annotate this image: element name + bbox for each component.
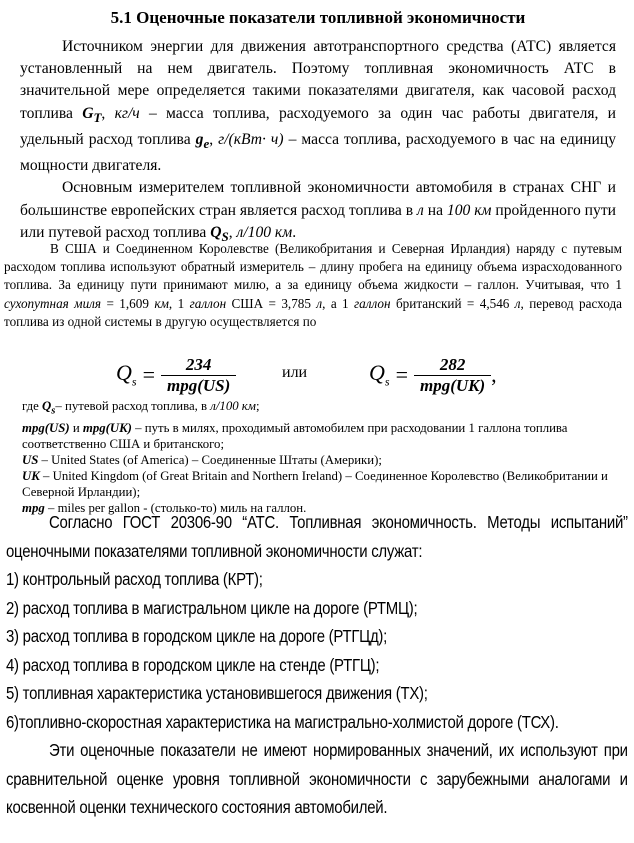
- definition-uk: [22, 468, 622, 500]
- text-run: пройденного пути или путевой расход топлива: [20, 201, 616, 241]
- term: US: [22, 452, 39, 467]
- intro-section: [20, 0, 617, 244]
- text-run: В США и Соединенном Королевстве (Великобритания и Северная Ирландия) наряду с путевым расходом топлива используют обратный измеритель – длину пробега на единицу объема израсходованного топлива. За единицу пути принимают милю, а за единицу объема жидкости – галлон. Учитывая, что 1: [4, 241, 622, 293]
- symbol-gt: G: [82, 104, 94, 122]
- text-run: Основным измерителем топливной экономичности автомобиля в странах СНГ и большинстве европейских стран является расход топлива в: [20, 179, 616, 219]
- gost-body: [6, 508, 628, 822]
- text-run: ,: [101, 104, 115, 122]
- paragraph-main-measure: [20, 177, 616, 248]
- gost-intro: Согласно ГОСТ 20306-90 “АТС. Топливная экономичность. Методы испытаний” оценочными показателями топливной экономичности служат:: [6, 512, 628, 561]
- definitions-list: [22, 398, 622, 515]
- text-run: , перевод расхода топлива из одной системы в другую осуществляется по: [4, 295, 623, 329]
- q-sub: s: [384, 374, 390, 389]
- gost-item: 6)топливно-скоростная характеристика на магистрально-холмистой дороге (ТСХ).: [6, 711, 559, 732]
- numerator: 282: [439, 354, 466, 374]
- unit-l: л: [417, 201, 424, 219]
- formula-uk: [369, 352, 503, 398]
- text-run: , 1: [168, 295, 190, 311]
- section-title: 5.1 Оценочные показатели топливной экономичности: [110, 8, 526, 27]
- term-sub: s: [51, 405, 56, 417]
- paragraph-usa-uk: [4, 240, 622, 331]
- definition-mpg-us-uk: [22, 420, 622, 452]
- equals-sign: =: [395, 362, 408, 387]
- text-run: США = 3,785: [226, 295, 317, 311]
- fraction-uk: [414, 355, 491, 396]
- term: mpg: [22, 500, 45, 515]
- text-run: – United States (of America) – Соединенные Штаты (Америки);: [38, 452, 382, 467]
- symbol-ge-sub: e: [203, 136, 210, 152]
- unit-100km: 100 км: [446, 201, 492, 219]
- symbol-gt-sub: T: [93, 109, 102, 125]
- gost-item: 4) расход топлива в городском цикле на стенде (РТГЦ);: [6, 654, 380, 675]
- text-run: где: [22, 399, 43, 413]
- term: mpg(US): [22, 420, 70, 435]
- equals-sign: =: [142, 362, 155, 387]
- text-run: на: [423, 201, 447, 219]
- symbol-qs-sub: S: [221, 228, 229, 244]
- gost-item: 1) контрольный расход топлива (КРТ);: [6, 569, 263, 589]
- definition-qs: [22, 398, 622, 420]
- formula-end: ,: [491, 362, 497, 387]
- denominator: mpg(UK): [414, 375, 491, 396]
- text-run: ,: [228, 223, 237, 241]
- text-run: Источником энергии для движения автотранспортного средства (АТС) является установленный на нем двигатель. Поэтому топливная экономичность АТС в значительной мере определяется такими показателями двигателя, как часовой расход топлива: [20, 38, 616, 122]
- term: mpg(UK): [82, 420, 132, 435]
- paragraph-energy-source: [20, 36, 616, 177]
- q-symbol: Q: [116, 360, 132, 386]
- text-run: , а 1: [322, 295, 355, 311]
- gost-outro: Эти оценочные показатели не имеют нормированных значений, их используют при сравнительной оценке уровня топливной экономичности с зарубежными аналогами и косвенной оценки технического состояния автомобилей.: [6, 740, 628, 817]
- text-run: – масса топлива, расходуемого в час на единицу мощности двигателя.: [20, 130, 616, 175]
- gost-item: 2) расход топлива в магистральном цикле на дороге (РТМЦ);: [6, 597, 418, 618]
- term-gallon: галлон: [354, 295, 391, 311]
- fraction-us: [161, 355, 236, 396]
- unit-l-100km: л/100 км: [236, 223, 293, 241]
- formula-q: [369, 360, 390, 389]
- term: Q: [42, 399, 52, 413]
- unit-kg-h: кг/ч: [114, 104, 140, 122]
- gost-section: [6, 508, 628, 843]
- term-gallon: галлон: [189, 295, 227, 311]
- numerator: 234: [185, 354, 212, 374]
- unit-g-kwh: г/(кВт· ч): [218, 130, 284, 148]
- usa-uk-section: [4, 240, 622, 350]
- text-run: британский = 4,546: [390, 295, 515, 311]
- text-run: .: [292, 223, 297, 241]
- text-run: = 1,609: [101, 295, 155, 311]
- term-mile: сухопутная миля: [4, 295, 102, 311]
- text-run: и: [69, 420, 83, 435]
- unit-l: л: [514, 295, 521, 311]
- gost-item: 3) расход топлива в городском цикле на дороге (РТГЦд);: [6, 626, 388, 646]
- q-symbol: Q: [369, 360, 385, 386]
- text-run: – United Kingdom (of Great Britain and Northern Ireland) – Соединенное Королевство (Великобритании и Северной Ирландии);: [22, 468, 608, 499]
- formula-q: [116, 360, 137, 389]
- definition-us: [22, 452, 622, 468]
- unit-l: л: [316, 295, 323, 311]
- text-run: – путевой расход топлива, в: [55, 399, 211, 413]
- term: UK: [22, 468, 40, 483]
- gost-item: 5) топливная характеристика установившегося движения (ТХ);: [6, 683, 428, 703]
- text-run: – путь в милях, проходимый автомобилем при расходовании 1 галлона топлива соответственно США и британского;: [22, 420, 568, 451]
- formula-us: [116, 352, 236, 398]
- text-run: – miles per gallon - (столько-то) миль на галлон.: [44, 500, 307, 515]
- text-run: ,: [209, 130, 219, 148]
- conversion-formula: [116, 352, 616, 400]
- text-run: – масса топлива, расходуемого за один час работы двигателя, и удельный расход топлива: [20, 104, 617, 148]
- symbol-qs: Q: [210, 223, 222, 241]
- q-sub: s: [131, 374, 137, 389]
- denominator: mpg(US): [161, 375, 236, 396]
- text-run: ;: [255, 399, 260, 413]
- unit: л/100 км: [210, 399, 256, 413]
- unit-km: км: [154, 295, 169, 311]
- symbol-ge: g: [195, 130, 204, 148]
- formula-or: или: [282, 364, 308, 381]
